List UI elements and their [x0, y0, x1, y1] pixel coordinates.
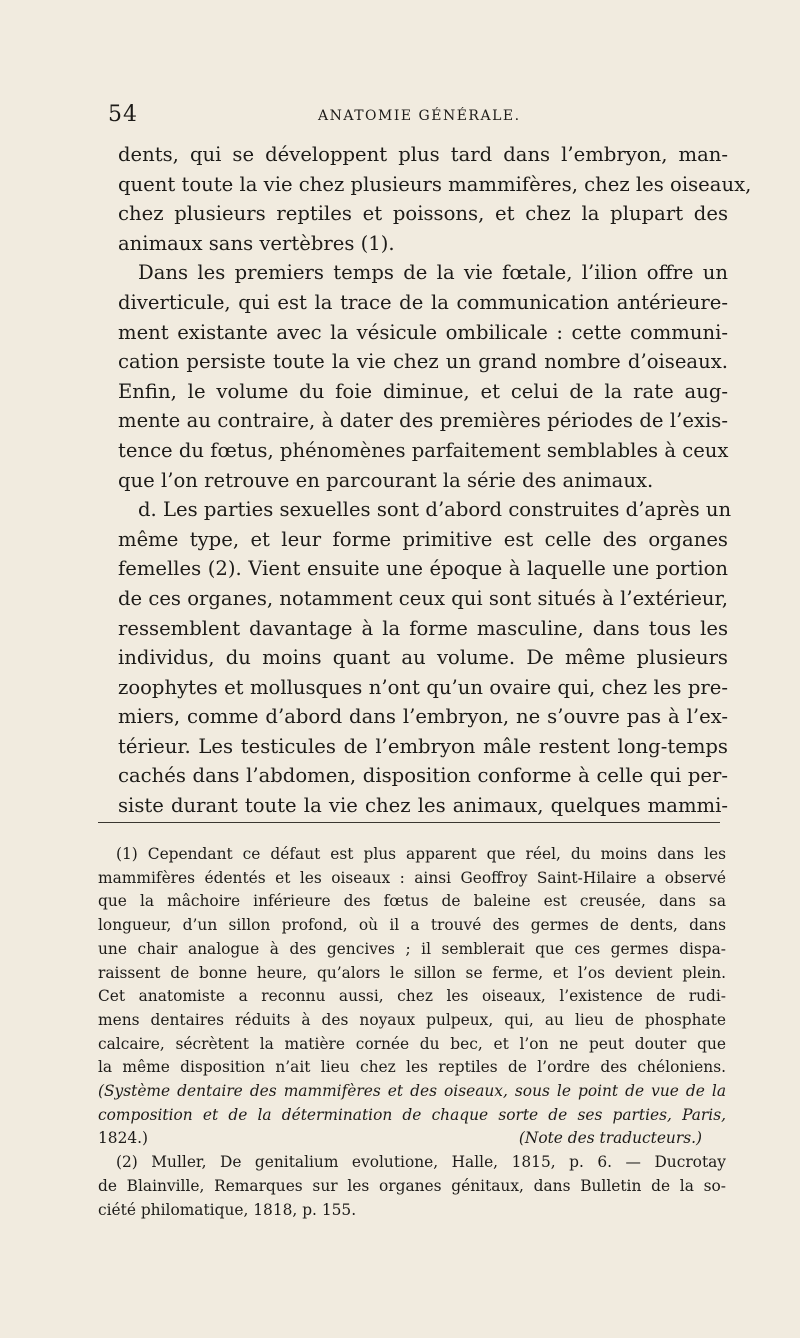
text-line: d. Les parties sexuelles sont d’abord construites d’après un [138, 498, 732, 522]
text-line: cation persiste toute la vie chez un grand nombre d’oiseaux. [118, 350, 728, 374]
footnote-line: que la mâchoire inférieure des fœtus de baleine est creusée, dans sa [98, 892, 726, 911]
text-line: térieur. Les testicules de l’embryon mâle restent long-temps [118, 734, 728, 758]
main-text [118, 140, 752, 821]
text-line: mente au contraire, à dater des premières périodes de l’exis- [118, 409, 728, 433]
text-line: cachés dans l’abdomen, disposition conforme à celle qui per- [118, 764, 728, 788]
footnote-line: la même disposition n’ait lieu chez les reptiles de l’ordre des chéloniens. [98, 1058, 726, 1077]
footnote-line: (1) Cependant ce défaut est plus apparent que réel, du moins dans les [116, 845, 726, 863]
page-number: 54 [108, 102, 138, 127]
text-line: siste durant toute la vie chez les animaux, quelques mammi- [118, 794, 728, 818]
translators-note-signature: (Note des traducteurs.) [518, 1129, 702, 1148]
text-line: diverticule, qui est la trace de la communication antérieure- [118, 290, 728, 314]
footnote-line: mammifères édentés et les oiseaux : ainsi Geoffroy Saint-Hilaire a observé [98, 868, 726, 887]
text-line: quent toute la vie chez plusieurs mammifères, chez les oiseaux, [118, 172, 752, 196]
footnote-line: raissent de bonne heure, qu’alors le sillon se ferme, et l’os devient plein. [98, 963, 726, 982]
footnote-line: (Système dentaire des mammifères et des oiseaux, sous le point de vue de la [98, 1082, 726, 1101]
text-line: ment existante avec la vésicule ombilicale : cette communi- [118, 320, 728, 344]
footnote-line: mens dentaires réduits à des noyaux pulpeux, qui, au lieu de phosphate [98, 1010, 726, 1029]
footnote-line [98, 1127, 726, 1151]
running-title: ANATOMIE GÉNÉRALE. [318, 108, 521, 124]
footnote-line: ciété philomatique, 1818, p. 155. [98, 1200, 357, 1219]
footnote-line: longueur, d’un sillon profond, où il a trouvé des germes de dents, dans [98, 916, 726, 935]
text-line: de ces organes, notamment ceux qui sont situés à l’extérieur, [118, 586, 728, 610]
text-line: individus, du moins quant au volume. De même plusieurs [118, 646, 728, 670]
text-line: animaux sans vertèbres (1). [118, 231, 395, 255]
footnote-line: (2) Muller, De genitalium evolutione, Halle, 1815, p. 6. — Ducrotay [116, 1153, 726, 1172]
footnote-line: de Blainville, Remarques sur les organes génitaux, dans Bulletin de la so- [98, 1176, 726, 1195]
footnote-line: composition et de la détermination de chaque sorte de ses parties, Paris, [98, 1105, 726, 1124]
text-line: zoophytes et mollusques n’ont qu’un ovaire qui, chez les pre- [118, 675, 728, 699]
footnote-line: une chair analogue à des gencives ; il semblerait que ces germes dispa- [98, 939, 726, 958]
text-line: tence du fœtus, phénomènes parfaitement semblables à ceux [118, 438, 729, 462]
footnotes [98, 843, 726, 1222]
footnote-line: Cet anatomiste a reconnu aussi, chez les oiseaux, l’existence de rudi- [98, 987, 726, 1006]
footnote-year: 1824.) [98, 1129, 149, 1148]
text-line: dents, qui se développent plus tard dans l’embryon, man- [118, 143, 728, 166]
running-head [108, 102, 728, 132]
footnote-rule [98, 822, 720, 823]
text-line: ressemblent davantage à la forme masculine, dans tous les [118, 616, 728, 640]
text-line: femelles (2). Vient ensuite une époque à laquelle une portion [118, 557, 728, 581]
footnote-line: calcaire, sécrètent la matière cornée du bec, et l’on ne peut douter que [98, 1034, 726, 1053]
text-line: que l’on retrouve en parcourant la série des animaux. [118, 468, 654, 492]
text-line: chez plusieurs reptiles et poissons, et chez la plupart des [118, 202, 728, 226]
text-line: même type, et leur forme primitive est celle des organes [118, 527, 728, 551]
text-line: Enfin, le volume du foie diminue, et celui de la rate aug- [118, 379, 728, 403]
text-line: Dans les premiers temps de la vie fœtale, l’ilion offre un [138, 261, 728, 285]
text-line: miers, comme d’abord dans l’embryon, ne s’ouvre pas à l’ex- [118, 705, 728, 729]
